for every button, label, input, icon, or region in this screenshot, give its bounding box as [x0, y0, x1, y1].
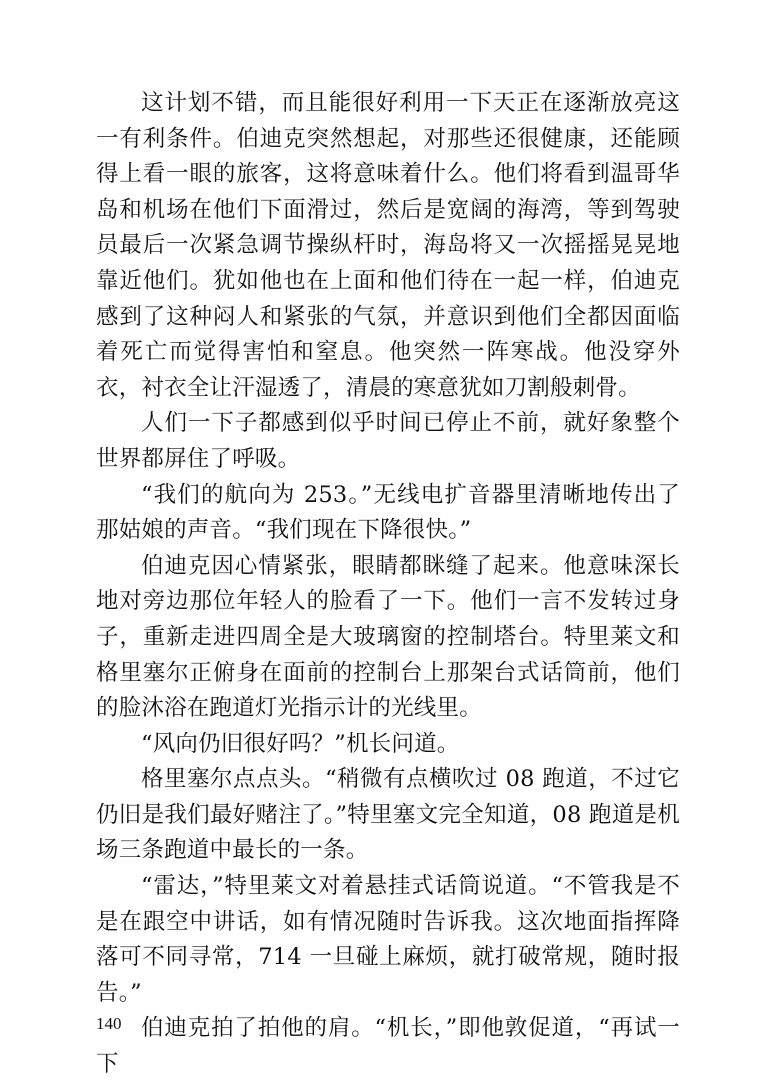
- paragraph-2: 人们一下子都感到似乎时间已停止不前，就好象整个世界都屏住了呼吸。: [96, 410, 680, 472]
- paragraph-8: 伯迪克拍了拍他的肩。“机长，”即他敦促道，“再试一下: [96, 1015, 680, 1078]
- paragraph-6: 格里塞尔点点头。“稍微有点横吹过 08 跑道，不过它仍旧是我们最好赌注了。”特里塞文完全知道，08 跑道是机场三条跑道中最长的一条。: [96, 766, 680, 864]
- paragraph-7: “雷达，”特里莱文对着悬挂式话筒说道。“不管我是不是在跟空中讲话，如有情况随时告诉我。这次地面指挥降落可不同寻常，714 一旦碰上麻烦，就打破常规，随时报告。”: [96, 873, 680, 1006]
- paragraph-1: 这计划不错，而且能很好利用一下天正在逐渐放亮这一有利条件。伯迪克突然想起，对那些还很健康，还能顾得上看一眼的旅客，这将意味着什么。他们将看到温哥华岛和机场在他们下面滑过，然后是宽阔的海湾，等到驾驶员最后一次紧急调节操纵杆时，海岛将又一次摇摇晃晃地靠近他们。犹如他也在上面和他们待在一起一样，伯迪克感到了这种闷人和紧张的气氛，并意识到他们全都因面临着死亡而觉得害怕和窒息。他突然一阵寒战。他没穿外衣，衬衣全让汗湿透了，清晨的寒意犹如刀割般刺骨。: [96, 90, 680, 401]
- paragraph-3: “我们的航向为 253。”无线电扩音器里清晰地传出了那姑娘的声音。“我们现在下降很快。”: [96, 481, 680, 544]
- page-number: 140: [96, 1014, 122, 1033]
- paragraph-4: 伯迪克因心情紧张，眼睛都眯缝了起来。他意味深长地对旁边那位年轻人的脸看了一下。他们一言不发转过身子，重新走进四周全是大玻璃窗的控制塔台。特里莱文和格里塞尔正俯身在面前的控制台上那架台式话筒前，他们的脸沐浴在跑道灯光指示计的光线里。: [96, 552, 680, 722]
- page-body: [96, 86, 680, 1083]
- paragraph-5: “风向仍旧很好吗？”机长问道。: [141, 730, 460, 757]
